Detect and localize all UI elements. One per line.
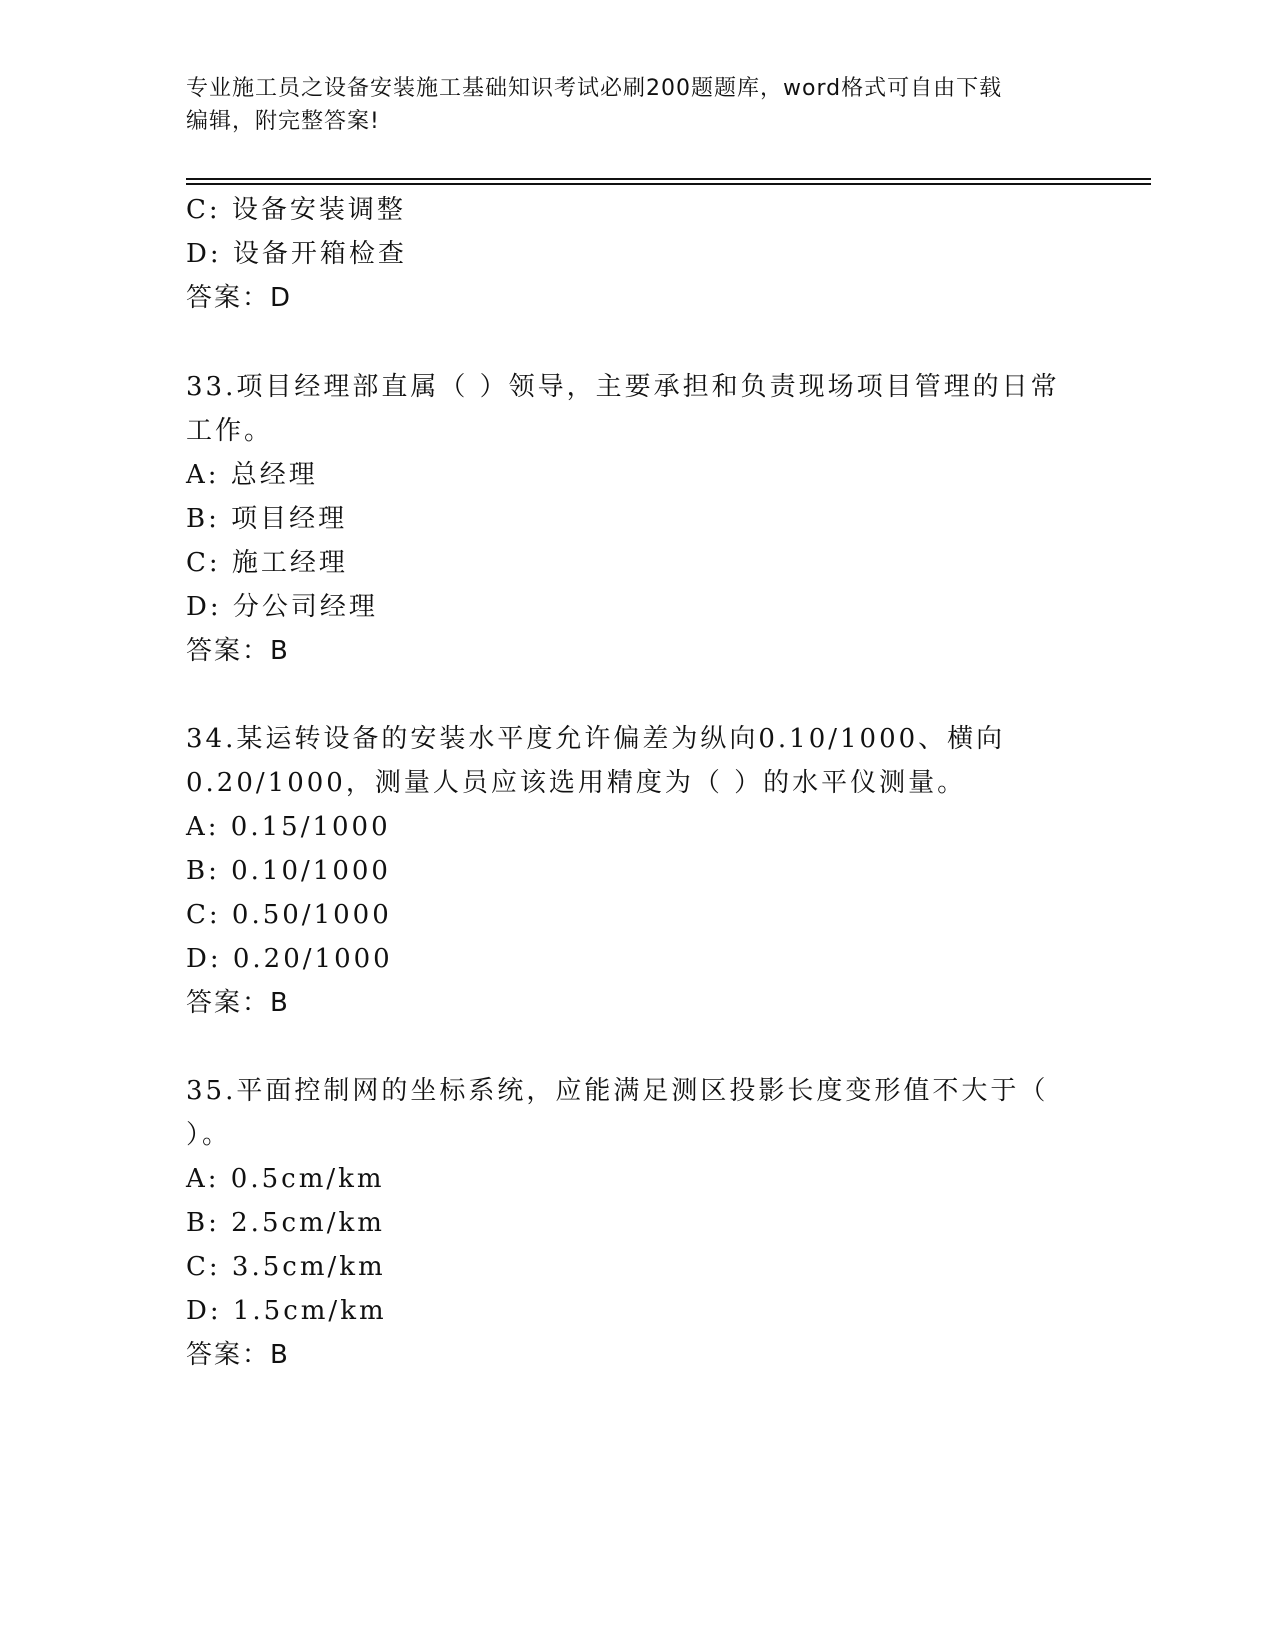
q33-option-d: D: 分公司经理	[186, 592, 378, 622]
q33-stem-line-1: 33.项目经理部直属（ ）领导，主要承担和负责现场项目管理的日常	[186, 372, 1060, 402]
q35-option-a: A: 0.5cm/km	[186, 1164, 385, 1194]
q33-option-c: C: 施工经理	[186, 548, 348, 578]
header-rule-bottom	[186, 183, 1151, 185]
q35-option-d: D: 1.5cm/km	[186, 1296, 387, 1326]
q33-option-b: B: 项目经理	[186, 504, 348, 534]
q34-stem-line-1: 34.某运转设备的安装水平度允许偏差为纵向0.10/1000、横向	[186, 724, 1006, 754]
prev-option-c: C: 设备安装调整	[186, 195, 406, 225]
q35-answer: 答案：B	[186, 1340, 290, 1370]
q33-stem-line-2: 工作。	[186, 416, 274, 446]
header-rule-top	[186, 178, 1151, 180]
q35-stem-line-1: 35.平面控制网的坐标系统，应能满足测区投影长度变形值不大于（	[186, 1076, 1049, 1106]
q35-option-c: C: 3.5cm/km	[186, 1252, 386, 1282]
q34-option-c: C: 0.50/1000	[186, 900, 392, 930]
q34-option-d: D: 0.20/1000	[186, 944, 393, 974]
prev-option-d: D: 设备开箱检查	[186, 239, 407, 269]
header-line-1: 专业施工员之设备安装施工基础知识考试必刷200题题库，word格式可自由下载	[186, 76, 1003, 101]
q34-stem-line-2: 0.20/1000，测量人员应该选用精度为（ ）的水平仪测量。	[186, 768, 967, 798]
prev-answer: 答案：D	[186, 283, 293, 313]
q34-answer: 答案：B	[186, 988, 290, 1018]
header-line-2: 编辑，附完整答案!	[186, 109, 380, 134]
q35-stem-line-2: ）。	[186, 1120, 232, 1150]
document-header	[186, 72, 1086, 138]
q34-option-a: A: 0.15/1000	[186, 812, 391, 842]
q33-answer: 答案：B	[186, 636, 290, 666]
q35-option-b: B: 2.5cm/km	[186, 1208, 385, 1238]
q34-option-b: B: 0.10/1000	[186, 856, 391, 886]
q33-option-a: A: 总经理	[186, 460, 318, 490]
